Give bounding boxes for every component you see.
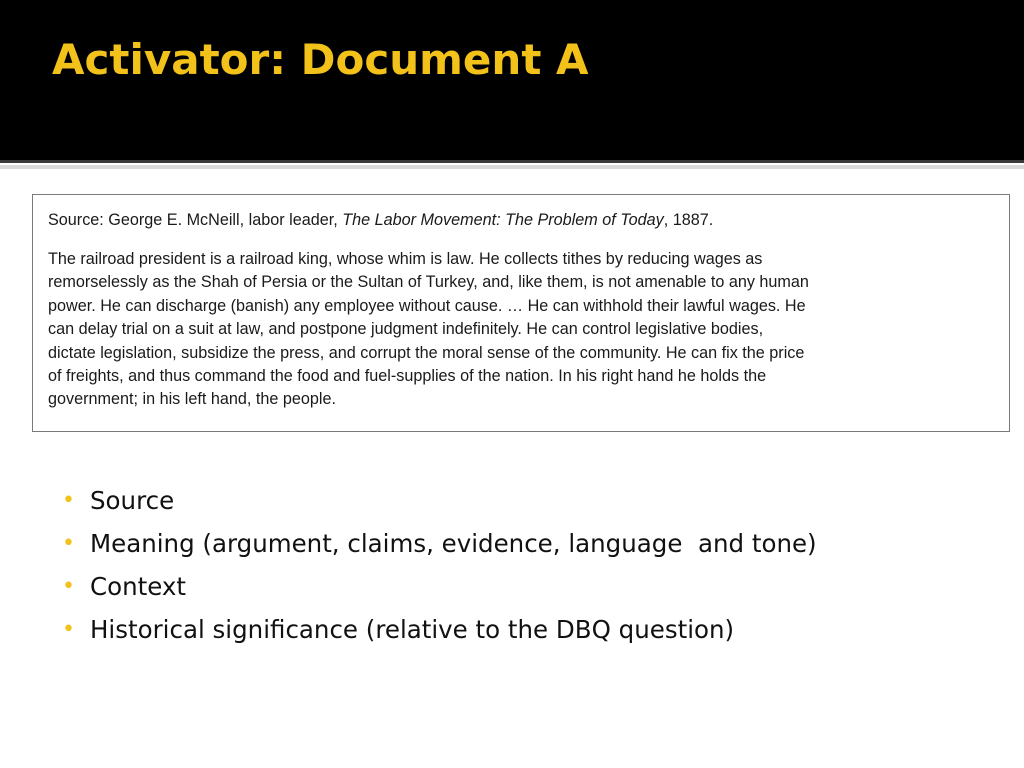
document-source-citation [48, 209, 995, 231]
document-excerpt-box [32, 194, 1010, 432]
bullet-icon: • [62, 531, 75, 556]
slide-title: Activator: Document A [52, 35, 589, 84]
bullet-item-context [62, 565, 817, 608]
quote-line: of freights, and thus command the food and fuel-supplies of the nation. In his right hand he holds the [48, 367, 767, 386]
bullet-text: Source [90, 486, 175, 515]
source-work-title: The Labor Movement: The Problem of Today [342, 211, 664, 229]
quote-line: power. He can discharge (banish) any employee without cause. … He can withhold their lawful wages. He [48, 296, 806, 315]
source-suffix: , 1887. [663, 211, 714, 229]
quote-line: remorselessly as the Shah of Persia or the Sultan of Turkey, and, like them, is not amenable to any human [48, 273, 809, 292]
bullet-text: Context [90, 572, 186, 601]
quote-line: government; in his left hand, the people. [48, 390, 336, 409]
bullet-icon: • [62, 574, 75, 599]
quote-line: The railroad president is a railroad king, whose whim is law. He collects tithes by reducing wages as [48, 250, 763, 268]
bullet-item-meaning [62, 522, 817, 565]
bullet-item-historical-significance [62, 608, 817, 651]
source-prefix: Source: George E. McNeill, labor leader, [48, 211, 343, 229]
title-bar [0, 0, 1024, 160]
bullet-icon: • [62, 488, 75, 513]
bullet-icon: • [62, 617, 75, 642]
quote-line: dictate legislation, subsidize the press, and corrupt the moral sense of the community. He can fix the price [48, 343, 805, 362]
header-divider-light [0, 165, 1024, 169]
quote-line: can delay trial on a suit at law, and postpone judgment indefinitely. He can control legislative bodies, [48, 320, 764, 339]
analysis-bullet-list [62, 479, 817, 651]
bullet-text: Historical significance (relative to the DBQ question) [90, 615, 735, 644]
bullet-text: Meaning (argument, claims, evidence, language and tone) [90, 529, 817, 558]
bullet-item-source [62, 479, 817, 522]
header-divider [0, 160, 1024, 163]
document-quote [48, 248, 995, 412]
